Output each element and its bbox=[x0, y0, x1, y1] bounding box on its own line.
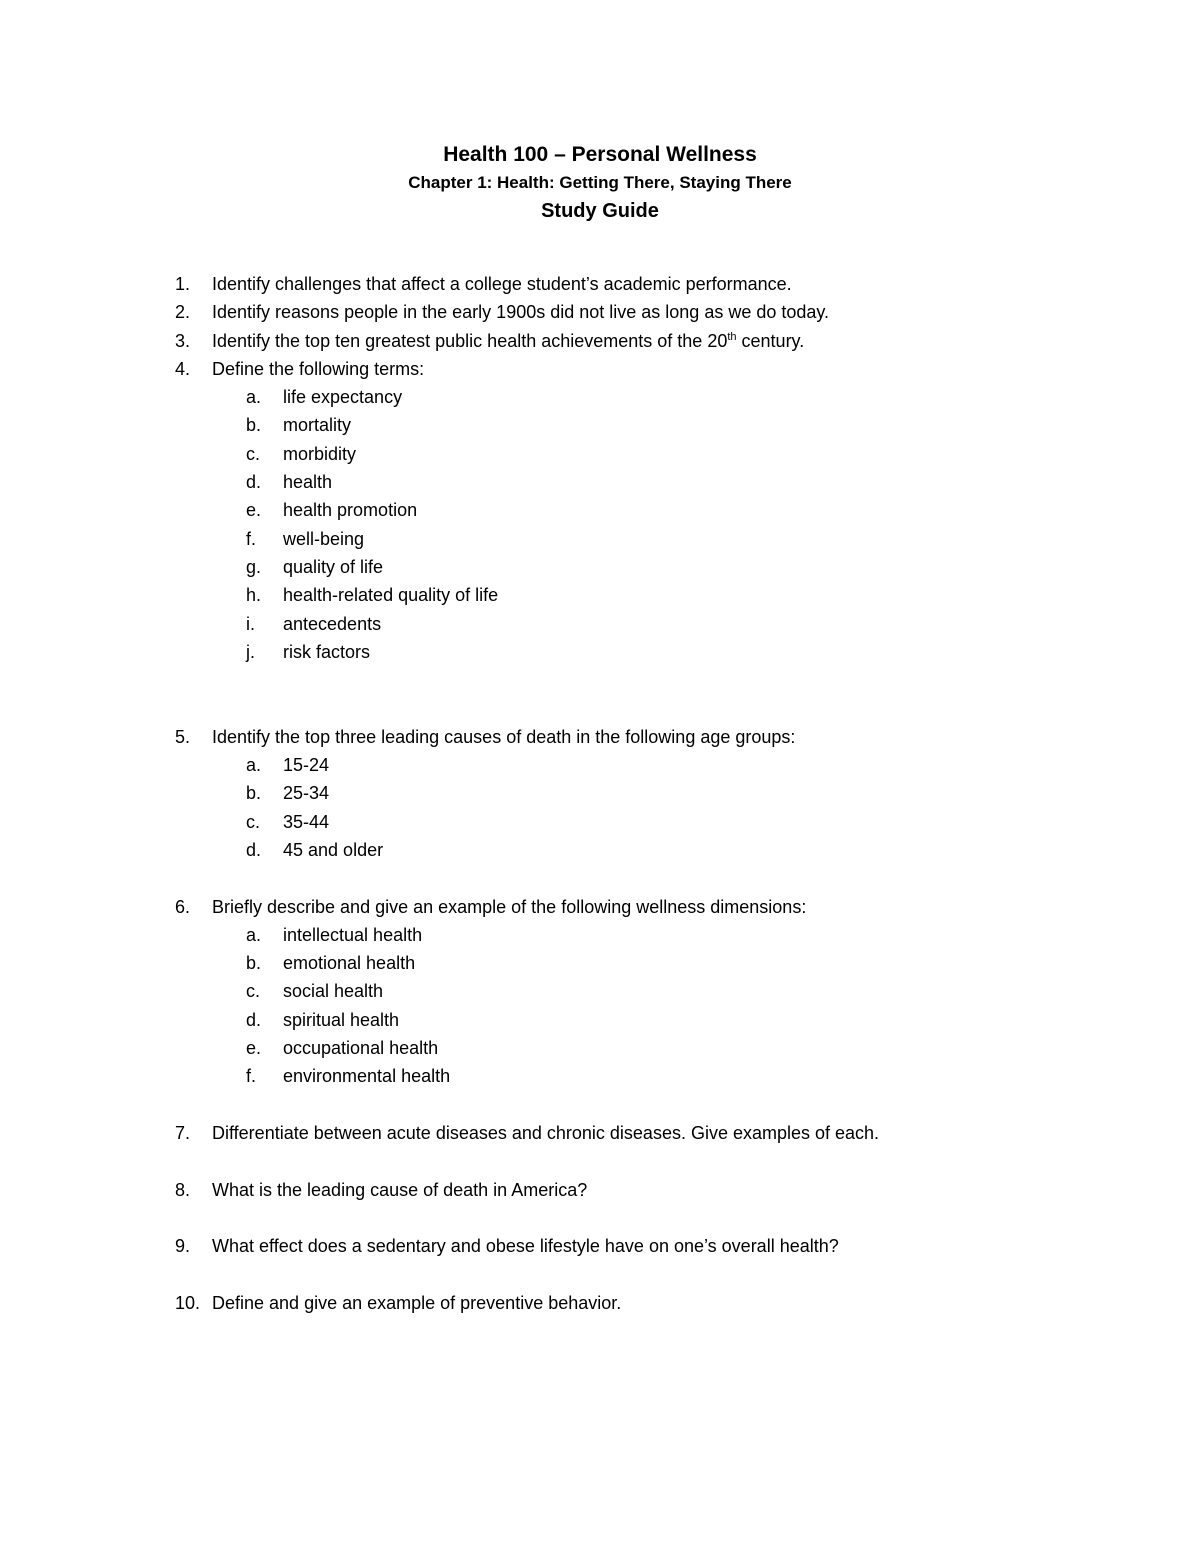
sub-item bbox=[0, 977, 1200, 1005]
sub-item-letter: d. bbox=[246, 472, 262, 493]
question-text: Identify challenges that affect a college student’s academic performance. bbox=[212, 274, 792, 294]
question-number: 2. bbox=[175, 302, 191, 323]
sub-item-text: mortality bbox=[283, 415, 352, 436]
sub-item-letter: a. bbox=[246, 924, 262, 945]
blank-space bbox=[0, 666, 1200, 723]
sub-item-text: quality of life bbox=[283, 556, 384, 577]
question-item bbox=[0, 355, 1200, 383]
sub-item-text: spiritual health bbox=[283, 1009, 400, 1030]
question-item bbox=[0, 1176, 1200, 1204]
sub-item-letter: a. bbox=[246, 387, 262, 408]
sub-item-text: 15-24 bbox=[283, 755, 330, 776]
blank-space bbox=[0, 1091, 1200, 1119]
sub-item bbox=[0, 383, 1200, 411]
question-item bbox=[0, 893, 1200, 921]
question-number: 10. bbox=[175, 1292, 201, 1313]
question-list bbox=[0, 270, 1200, 1317]
question-text: Define and give an example of preventive behavior. bbox=[212, 1292, 622, 1313]
sub-item-letter: i. bbox=[246, 613, 255, 634]
question-number: 4. bbox=[175, 358, 191, 379]
question-text: What effect does a sedentary and obese lifestyle have on one’s overall health? bbox=[212, 1236, 839, 1257]
sub-item bbox=[0, 779, 1200, 807]
document-header bbox=[0, 140, 1200, 226]
question-text: What is the leading cause of death in America? bbox=[212, 1179, 588, 1200]
sub-item bbox=[0, 581, 1200, 609]
question-number: 7. bbox=[175, 1122, 191, 1143]
sub-item-text: morbidity bbox=[283, 443, 357, 464]
sub-item bbox=[0, 468, 1200, 496]
question-number: 5. bbox=[175, 726, 191, 747]
sub-item-text: risk factors bbox=[283, 641, 371, 662]
question-text: Identify reasons people in the early 1900s did not live as long as we do today. bbox=[212, 302, 830, 323]
sub-item-text: 45 and older bbox=[283, 839, 384, 860]
sub-item-text: well-being bbox=[283, 528, 365, 549]
sub-item bbox=[0, 836, 1200, 864]
sub-item-letter: c. bbox=[246, 443, 261, 464]
sub-item bbox=[0, 1006, 1200, 1034]
sub-item-text: health bbox=[283, 472, 333, 493]
sub-item-letter: j. bbox=[246, 641, 255, 662]
sub-item-letter: d. bbox=[246, 839, 262, 860]
ordinal-superscript: th bbox=[727, 330, 737, 343]
sub-item-text: intellectual health bbox=[283, 924, 423, 945]
question-number: 6. bbox=[175, 896, 191, 917]
sub-item-text: social health bbox=[283, 981, 384, 1002]
question-text-start: Identify the top ten greatest public health achievements of the 20 bbox=[212, 330, 728, 351]
question-text: Define the following terms: bbox=[212, 358, 425, 379]
sub-item-text: health promotion bbox=[283, 500, 418, 521]
sub-item-text: 35-44 bbox=[283, 811, 330, 832]
sub-item-letter: b. bbox=[246, 783, 262, 804]
document-type-heading: Study Guide bbox=[541, 200, 659, 222]
question-item bbox=[0, 723, 1200, 751]
sub-item-letter: b. bbox=[246, 953, 262, 974]
sub-item-text: environmental health bbox=[283, 1066, 451, 1087]
sub-item bbox=[0, 610, 1200, 638]
question-text bbox=[212, 327, 804, 355]
question-number: 3. bbox=[175, 330, 191, 351]
sub-item-text: health-related quality of life bbox=[283, 585, 499, 606]
sub-item bbox=[0, 808, 1200, 836]
question-item bbox=[0, 327, 1200, 355]
sub-item-letter: h. bbox=[246, 585, 262, 606]
question-number: 8. bbox=[175, 1179, 191, 1200]
sub-item bbox=[0, 638, 1200, 666]
question-text: Identify the top three leading causes of death in the following age groups: bbox=[212, 726, 796, 747]
sub-item-letter: f. bbox=[246, 528, 257, 549]
sub-item-text: emotional health bbox=[283, 953, 416, 974]
question-item bbox=[0, 1289, 1200, 1317]
sub-item bbox=[0, 525, 1200, 553]
sub-item-letter: c. bbox=[246, 981, 261, 1002]
chapter-title: Chapter 1: Health: Getting There, Staying There bbox=[408, 173, 792, 192]
question-number: 1. bbox=[175, 274, 191, 294]
blank-space bbox=[0, 864, 1200, 892]
sub-item bbox=[0, 440, 1200, 468]
sub-item-letter: d. bbox=[246, 1009, 262, 1030]
sub-item-letter: a. bbox=[246, 755, 262, 776]
sub-item bbox=[0, 751, 1200, 779]
sub-item bbox=[0, 921, 1200, 949]
sub-item-text: antecedents bbox=[283, 613, 382, 634]
blank-space bbox=[0, 1204, 1200, 1232]
sub-item bbox=[0, 949, 1200, 977]
sub-item-letter: g. bbox=[246, 556, 262, 577]
question-item bbox=[0, 298, 1200, 326]
sub-item bbox=[0, 553, 1200, 581]
blank-space bbox=[0, 1147, 1200, 1175]
sub-item-text: occupational health bbox=[283, 1038, 439, 1059]
sub-item bbox=[0, 1062, 1200, 1090]
sub-item-text: life expectancy bbox=[283, 387, 403, 408]
course-title: Health 100 – Personal Wellness bbox=[443, 143, 757, 166]
question-text: Briefly describe and give an example of the following wellness dimensions: bbox=[212, 896, 807, 917]
sub-item-letter: c. bbox=[246, 811, 261, 832]
question-item bbox=[0, 1232, 1200, 1260]
sub-item bbox=[0, 496, 1200, 524]
question-number: 9. bbox=[175, 1236, 191, 1257]
sub-item-letter: e. bbox=[246, 500, 262, 521]
sub-item-letter: b. bbox=[246, 415, 262, 436]
question-item bbox=[0, 270, 1200, 298]
question-text-end: century. bbox=[736, 330, 805, 351]
question-text: Differentiate between acute diseases and chronic diseases. Give examples of each. bbox=[212, 1122, 880, 1143]
sub-item-text: 25-34 bbox=[283, 783, 330, 804]
sub-item bbox=[0, 1034, 1200, 1062]
sub-item bbox=[0, 411, 1200, 439]
sub-item-letter: e. bbox=[246, 1038, 262, 1059]
blank-space bbox=[0, 1260, 1200, 1288]
question-item bbox=[0, 1119, 1200, 1147]
sub-item-letter: f. bbox=[246, 1066, 257, 1087]
